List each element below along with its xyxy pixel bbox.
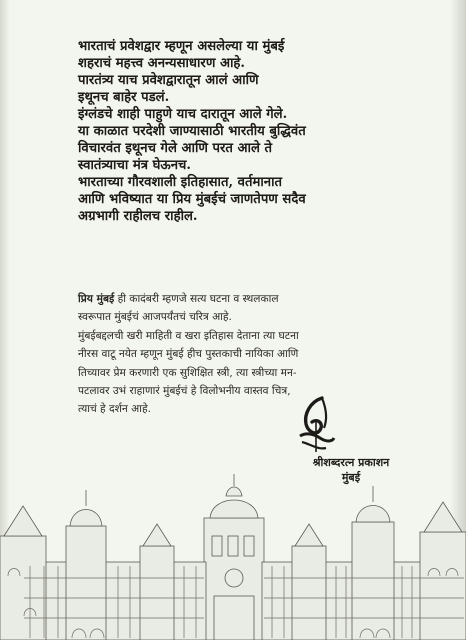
blurb-line: मुंबईबद्दलची खरी माहिती व खरा इतिहास देताना त्या घटना [78,329,299,342]
intro-line: आणि भविष्यात या प्रिय मुंबईचं जाणतेपण सदैव [78,192,306,207]
publisher-city: मुंबई [341,471,361,484]
intro-line: या काळात परदेशी जाण्यासाठी भारतीय बुद्धिवंत [78,124,306,139]
intro-line: विचारवंत इथूनच गेले आणि परत आले ते [78,141,273,156]
intro-line: इथूनच बाहेर पडलं. [78,90,170,105]
blurb-line: स्वरूपात मुंबईचं आजपर्यंतचं चरित्र आहे. [78,311,232,324]
blurb-line: तिच्यावर प्रेम करणारी एक सुशिक्षित स्त्री, त्या स्त्रीच्या मन- [78,366,297,379]
intro-line: इंग्लंडचे शाही पाहुणे याच दारातून आले गेले. [78,107,288,122]
blurb-first-line-rest: ही कादंबरी म्हणजे सत्य घटना व स्थलकाल [114,293,279,305]
intro-line: पारतंत्र्य याच प्रवेशद्वारातून आलं आणि [78,73,259,88]
intro-line: स्वातंत्र्याचा मंत्र घेऊनच. [78,158,192,173]
blurb-line: त्याचं हे दर्शन आहे. [78,403,151,416]
intro-line: शहराचं महत्त्व अनन्यसाधारण आहे. [78,56,246,71]
blurb-line: नीरस वाटू नयेत म्हणून मुंबई हीच पुस्तकाची नायिका आणि [78,348,299,361]
book-title-inline: प्रिय मुंबई [78,293,115,305]
intro-text [78,38,448,225]
intro-line: अग्रभागी राहीलच राहील. [78,209,198,224]
cst-building-skyline-icon [0,466,466,640]
blurb-line: पटलावर उभं राहाणारं मुंबईचं हे विलोभनीय वास्तव चित्र, [78,385,291,398]
blurb-first-line [78,290,448,308]
book-blurb [78,290,448,419]
intro-line: भारताच्या गौरवशाली इतिहासात, वर्तमानात [78,175,283,190]
quill-swan-logo-icon [292,392,336,462]
intro-line: भारताचं प्रवेशद्वार म्हणून असलेल्या या मुंबई [78,39,285,54]
publisher-name: श्रीशब्दरत्न प्रकाशन [312,456,390,469]
